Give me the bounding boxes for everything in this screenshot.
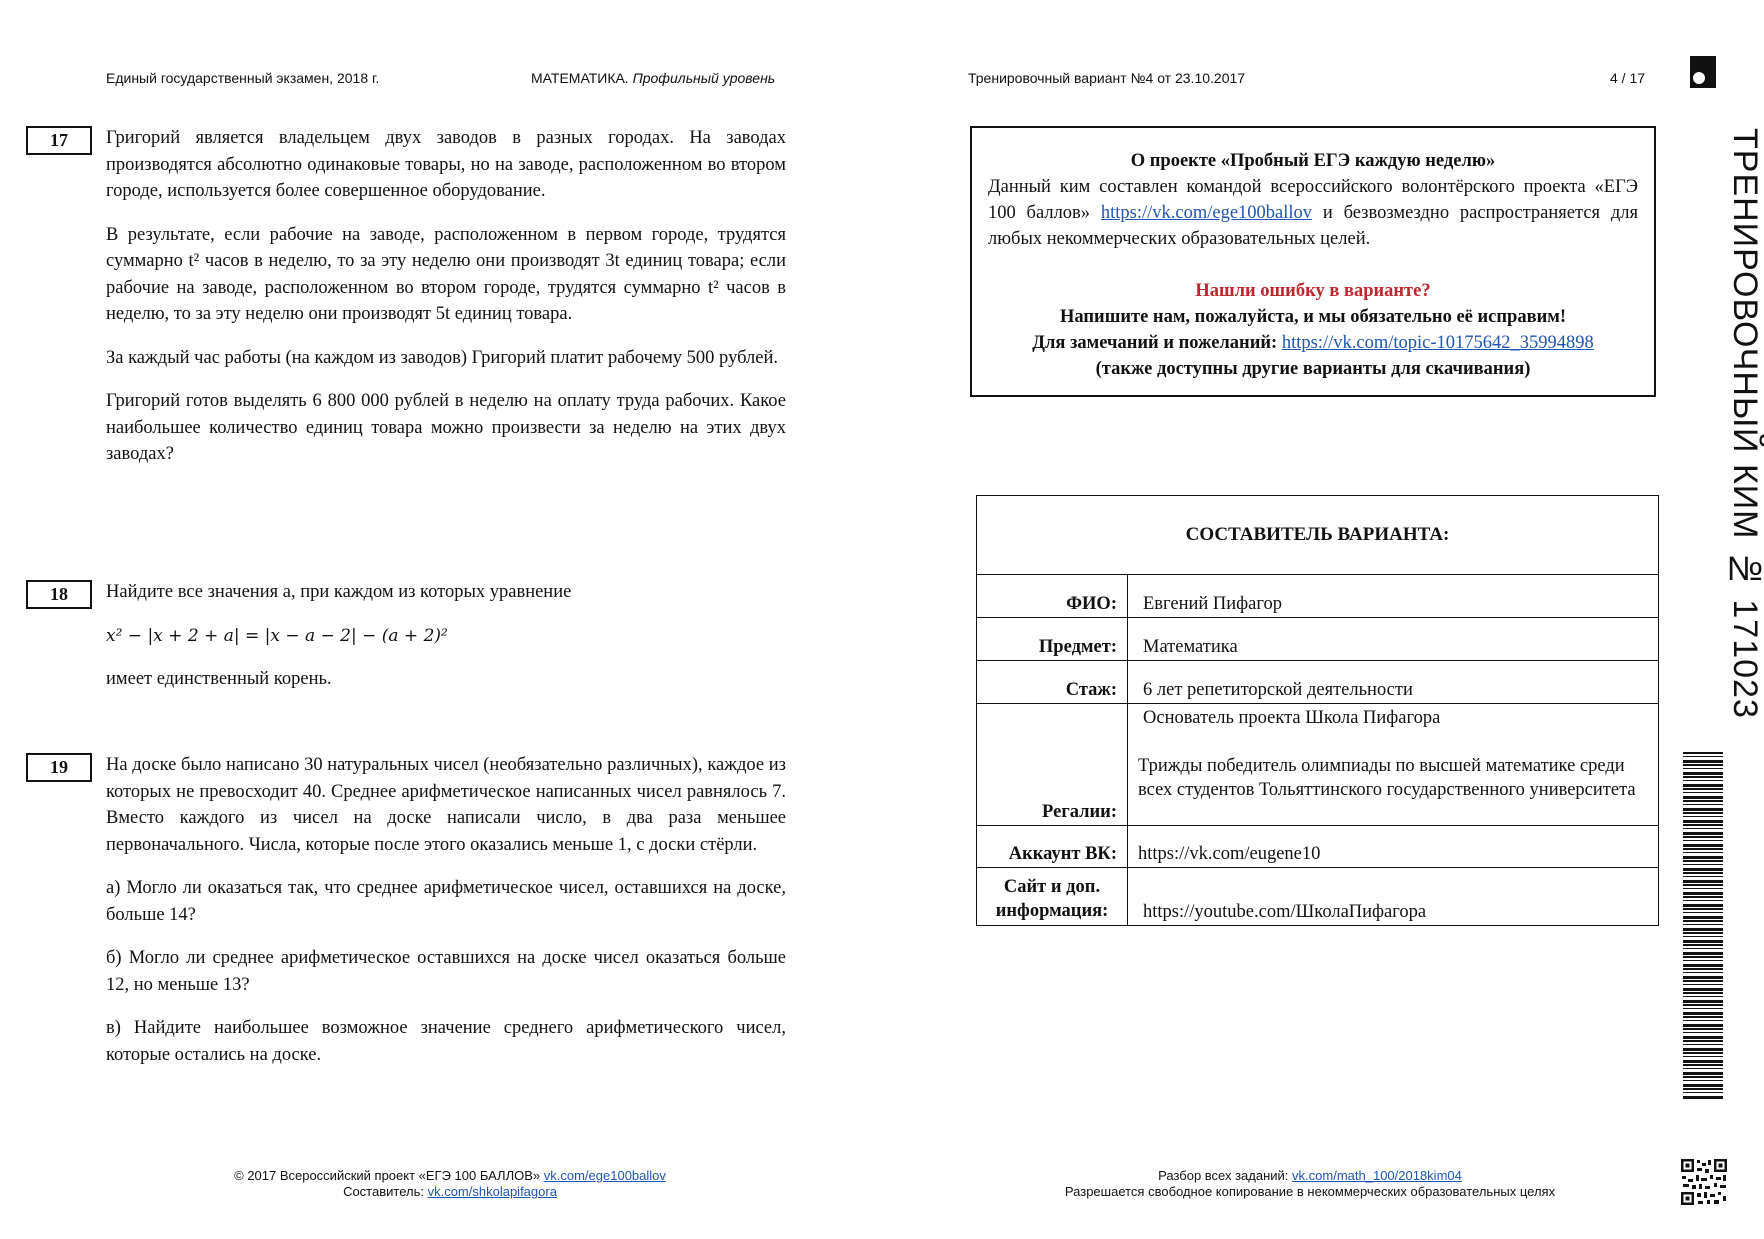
task-19-paragraph-1: На доске было написано 30 натуральных чисел (необязательно различных), каждое из которых не превосходит 40. Среднее арифметическое написанных чисел равнялось 7. Вместо каждого из чисел на доске написали число, в два раза меньшее первоначального. Числа, которые после этого оказались меньше 1, с доски стёрли. bbox=[106, 755, 786, 855]
author-site-value: https://youtube.com/ШколаПифагора bbox=[1128, 868, 1659, 926]
task-19-part-c: в) Найдите наибольшее возможное значение среднего арифметического чисел, которые остались на доске. bbox=[106, 1018, 786, 1065]
author-name-label: ФИО: bbox=[977, 575, 1128, 618]
author-regalia-founder: Основатель проекта Школа Пифагора bbox=[1143, 708, 1441, 728]
author-row-site bbox=[977, 868, 1659, 926]
task-19 bbox=[106, 752, 786, 1085]
task-19-part-b: б) Могло ли среднее арифметическое оставшихся на доске чисел оказаться больше 12, но меньше 13? bbox=[106, 948, 786, 995]
footer-left bbox=[200, 1168, 700, 1200]
error-report-title: Нашли ошибку в варианте? bbox=[1195, 281, 1431, 301]
error-report-text: Напишите нам, пожалуйста, и мы обязательно её исправим! bbox=[1060, 307, 1566, 327]
footer-analysis-label: Разбор всех заданий: bbox=[1158, 1168, 1289, 1183]
feedback-line bbox=[988, 330, 1638, 356]
author-table-title: СОСТАВИТЕЛЬ ВАРИАНТА: bbox=[977, 496, 1659, 575]
logo-icon bbox=[1690, 56, 1716, 88]
author-row-regalia bbox=[977, 704, 1659, 826]
author-site-label-line2: информация: bbox=[995, 901, 1109, 921]
footer-license: Разрешается свободное копирование в некоммерческих образовательных целях bbox=[1064, 1184, 1556, 1199]
footer-analysis-link[interactable]: vk.com/math_100/2018kim04 bbox=[1292, 1168, 1462, 1183]
task-17-paragraph-4: Григорий готов выделять 6 800 000 рублей в неделю на оплату труда рабочих. Какое наибольшее количество единиц товара можно произвести за неделю на этих двух заводах? bbox=[106, 391, 786, 464]
author-row-name bbox=[977, 575, 1659, 618]
author-regalia-value bbox=[1128, 704, 1659, 826]
author-subject-label: Предмет: bbox=[977, 618, 1128, 661]
author-vk-value: https://vk.com/eugene10 bbox=[1128, 826, 1659, 868]
project-info-text-after: и безвозмездно распространяется для любых некоммерческих образовательных целей. bbox=[988, 203, 1638, 249]
task-number-18: 18 bbox=[26, 580, 92, 609]
author-regalia-label: Регалии: bbox=[977, 704, 1128, 826]
footer-copyright-line bbox=[200, 1168, 700, 1184]
author-title-row bbox=[977, 496, 1659, 575]
task-number-17: 17 bbox=[26, 126, 92, 155]
vertical-kim-title: ТРЕНИРОВОЧНЫЙ КИМ № 171023 bbox=[1726, 128, 1764, 719]
footer-copyright-link[interactable]: vk.com/ege100ballov bbox=[543, 1168, 666, 1183]
footer-analysis-line bbox=[1000, 1168, 1620, 1184]
footer-compiler-link[interactable]: vk.com/shkolapifagora bbox=[427, 1184, 557, 1199]
header-variant: Тренировочный вариант №4 от 23.10.2017 bbox=[968, 70, 1246, 86]
author-experience-label: Стаж: bbox=[977, 661, 1128, 704]
author-row-subject bbox=[977, 618, 1659, 661]
footer-compiler-label: Составитель: bbox=[343, 1184, 424, 1199]
author-vk-label: Аккаунт ВК: bbox=[977, 826, 1128, 868]
task-18 bbox=[106, 579, 786, 710]
author-row-experience bbox=[977, 661, 1659, 704]
author-site-label-line1: Сайт и доп. bbox=[1003, 877, 1101, 897]
header-page-number: 4 / 17 bbox=[1610, 70, 1646, 86]
author-regalia-olympiad: Трижды победитель олимпиады по высшей математике среди всех студентов Тольяттинского государственного университета bbox=[1138, 756, 1636, 800]
author-name-value: Евгений Пифагор bbox=[1128, 575, 1659, 618]
task-17-paragraph-3: За каждый час работы (на каждом из заводов) Григорий платит рабочему 500 рублей. bbox=[106, 347, 778, 368]
project-info-text bbox=[988, 174, 1638, 252]
task-17-paragraph-1: Григорий является владельцем двух заводов в разных городах. На заводах производятся абсолютно одинаковые товары, но на заводе, расположенном во втором городе, используется более совершенное оборудование. bbox=[106, 128, 786, 201]
author-experience-value: 6 лет репетиторской деятельности bbox=[1128, 661, 1659, 704]
task-18-equation: x² − |x + 2 + a| = |x − a − 2| − (a + 2)² bbox=[106, 625, 448, 646]
author-table bbox=[976, 495, 1659, 926]
footer-copyright: © 2017 Всероссийский проект «ЕГЭ 100 БАЛЛОВ» bbox=[234, 1168, 541, 1183]
author-row-vk bbox=[977, 826, 1659, 868]
author-site-label bbox=[977, 868, 1128, 926]
project-vk-link[interactable]: https://vk.com/ege100ballov bbox=[1100, 203, 1313, 223]
task-17 bbox=[106, 125, 786, 485]
author-subject-value: Математика bbox=[1128, 618, 1659, 661]
barcode-icon bbox=[1683, 752, 1723, 1100]
project-info-text-before: Данный ким составлен командой всероссийского волонтёрского проекта «ЕГЭ 100 баллов» bbox=[988, 177, 1638, 223]
feedback-link[interactable]: https://vk.com/topic-10175642_35994898 bbox=[1281, 333, 1594, 353]
header-subject-name: МАТЕМАТИКА. bbox=[531, 70, 629, 86]
project-info-box bbox=[970, 126, 1656, 397]
other-variants-note: (также доступны другие варианты для скачивания) bbox=[1095, 359, 1531, 379]
task-18-intro: Найдите все значения a, при каждом из которых уравнение bbox=[106, 582, 572, 602]
feedback-label: Для замечаний и пожеланий: bbox=[1032, 333, 1278, 353]
task-19-part-a: а) Могло ли оказаться так, что среднее арифметическое чисел, оставшихся на доске, больше 14? bbox=[106, 878, 786, 925]
header-level: Профильный уровень bbox=[632, 70, 776, 86]
task-number-19: 19 bbox=[26, 753, 92, 782]
task-17-paragraph-2: В результате, если рабочие на заводе, расположенном в первом городе, трудятся суммарно t² часов в неделю, то за эту неделю они производят 3t единиц товара; если рабочие на заводе, расположенном во втором городе, трудятся суммарно t² часов в неделю, то за эту неделю они производят 5t единиц товара. bbox=[106, 224, 786, 324]
qr-code-icon bbox=[1680, 1158, 1728, 1206]
footer-right bbox=[1000, 1168, 1620, 1200]
footer-compiler-line bbox=[200, 1184, 700, 1200]
header-subject bbox=[531, 70, 775, 86]
project-info-title: О проекте «Пробный ЕГЭ каждую неделю» bbox=[1130, 151, 1496, 171]
header-exam: Единый государственный экзамен, 2018 г. bbox=[106, 70, 380, 86]
task-18-outro: имеет единственный корень. bbox=[106, 669, 332, 689]
